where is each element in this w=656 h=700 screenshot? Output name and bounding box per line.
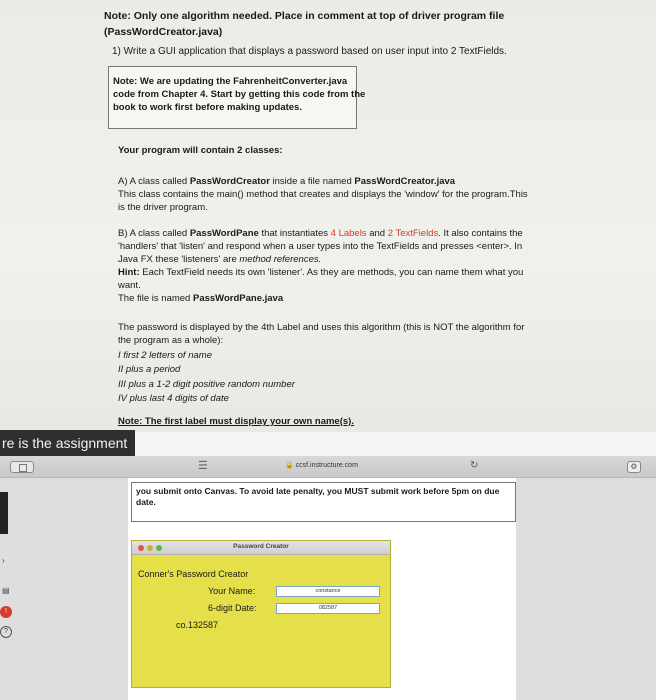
note-line-2: code from Chapter 4. Start by getting this code from the [113, 89, 366, 100]
header-note: Note: Only one algorithm needed. Place in comment at top of driver program file [104, 10, 505, 22]
heading-label: Conner's Password Creator [138, 569, 249, 579]
browser-toolbar [0, 456, 656, 478]
question-1: 1) Write a GUI application that displays a password based on user input into 2 TextFields. [112, 46, 507, 57]
side-panel-edge [0, 492, 8, 534]
part-b-line-1: B) A class called PassWordPane that instantiates 4 Labels and 2 TextFields. It also contains the [118, 228, 523, 239]
submission-notice-line-2: date. [136, 497, 156, 507]
help-icon[interactable]: ? [0, 626, 12, 638]
header-file: (PassWordCreator.java) [104, 26, 223, 38]
menu-icon[interactable]: ☰ [198, 460, 208, 472]
password-desc-1: The password is displayed by the 4th Label and uses this algorithm (this is NOT the algorithm for [118, 322, 525, 333]
bottom-note: Note: The first label must display your own name(s). [118, 416, 354, 427]
address-bar[interactable] [285, 461, 358, 469]
submission-notice-line-1: you submit onto Canvas. To avoid late penalty, you MUST submit work before 5pm on due [136, 486, 500, 496]
name-field[interactable]: constance [276, 586, 380, 597]
algorithm-step: II plus a period [118, 364, 181, 375]
note-line-3: book to work first before making updates. [113, 102, 302, 113]
note-line-1: Note: We are updating the FahrenheitConverter.java [113, 76, 348, 87]
date-label: 6-digit Date: [208, 603, 257, 613]
notification-badge-icon[interactable]: ! [0, 606, 12, 618]
assignment-banner: re is the assignment [0, 430, 135, 456]
part-a-line-2: This class contains the main() method that creates and displays the 'window' for the program.This [118, 189, 528, 200]
reload-icon[interactable]: ↻ [470, 460, 479, 471]
password-desc-2: the program as a whole): [118, 335, 224, 346]
submission-notice [131, 482, 516, 522]
algorithm-step: III plus a 1-2 digit positive random number [118, 379, 295, 390]
part-b-filename: The file is named PassWordPane.java [118, 293, 284, 304]
sidebar-toggle-icon[interactable] [10, 461, 34, 473]
side-arrow-icon[interactable]: › [2, 556, 5, 565]
extension-icon[interactable]: ⚙ [627, 461, 641, 473]
side-doc-icon[interactable]: ▤ [2, 586, 10, 595]
password-output-label: co.132587 [176, 620, 219, 630]
algorithm-step: IV plus last 4 digits of date [118, 393, 229, 404]
classes-title: Your program will contain 2 classes: [118, 145, 283, 156]
browser-window [0, 456, 656, 700]
algorithm-step: I first 2 letters of name [118, 350, 212, 361]
note-box [108, 66, 366, 129]
window-titlebar [132, 541, 390, 555]
part-a-line-3: is the driver program. [118, 202, 208, 213]
window-title: Password Creator [233, 543, 289, 550]
part-b-line-3: Java FX these 'listeners' are method references. [118, 254, 322, 265]
part-b-line-5: want. [118, 280, 141, 291]
lock-icon: 🔒 [285, 462, 294, 469]
url-text: ccsf.instructure.com [295, 462, 358, 469]
part-b-line-2: 'handlers' that 'listen' and respond when a user types into the TextFields and presses <enter>. In [118, 241, 523, 252]
part-a-line-1: A) A class called PassWordCreator inside a file named PassWordCreator.java [118, 176, 456, 187]
part-b-hint: Hint: Each TextField needs its own 'listener'. As they are methods, you can name them what you [118, 267, 524, 278]
name-label: Your Name: [208, 586, 256, 596]
date-field[interactable]: 082587 [276, 603, 380, 614]
password-creator-window [131, 540, 391, 688]
